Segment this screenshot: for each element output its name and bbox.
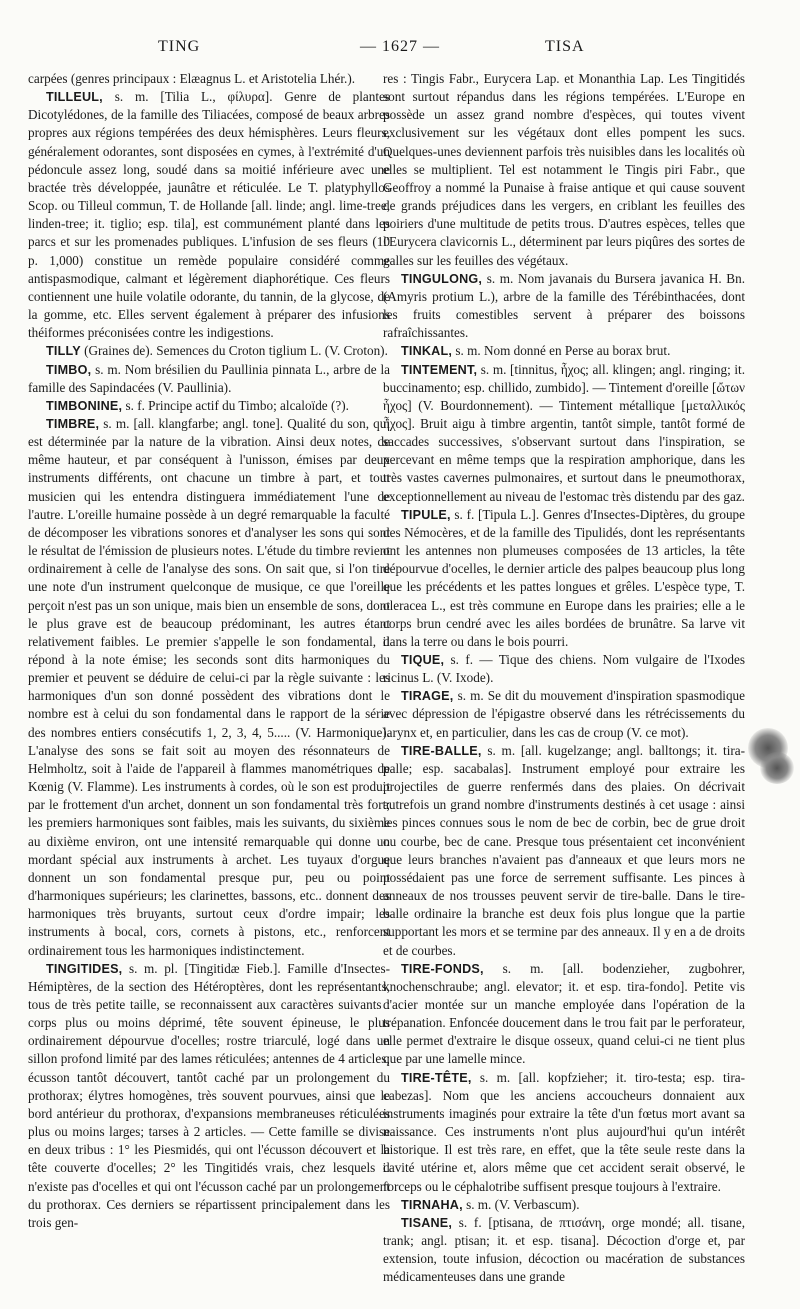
headword: TIRE-TÊTE, — [401, 1070, 472, 1085]
entry-text: s. f. Principe actif du Timbo; alcaloïde (?). — [122, 397, 349, 413]
headword: TINKAL, — [401, 344, 453, 359]
headword: TIMBRE, — [46, 416, 100, 431]
entry-text: s. f. [ptisana, de πτισάνη, orge mondé; all. tisane, trank; angl. ptisan; it. et esp. tisana]. Décoction d'orge et, par extension, toute infusion, décoction ou macération de substances médicamenteuses dans une grande — [383, 1214, 745, 1285]
entry — [28, 415, 390, 960]
headword: TIRAGE, — [401, 689, 454, 704]
entry-text: s. m. pl. [Tingitidæ Fieb.]. Famille d'Insectes-Hémiptères, de la section des Hétéroptères, dont les représentants, tous de très petite taille, se reconnaissent aux caractères suivants : corps plus ou moins déprimé, tête souvent épineuse, le plus ordinairement dépourvue d'ocelles; rostre triarculé, logé dans un sillon profond limité par des lames réticulées; antennes de 4 articles; écusson tantôt découvert, tantôt caché par un prolongement du prothorax; élytres homogènes, très souvent pourvues, ainsi que le bord antérieur du prothorax, d'expansions membraneuses réticulées plus ou moins larges; tarses à 2 articles. — Cette famille se divise en deux tribus : 1° les Piesmidés, qui ont l'écusson découvert et la tête couverte d'ocelles; 2° les Tingitidés vrais, chez lesquels il n'existe pas d'ocelles et qui ont l'écusson caché par un prolongement du prothorax. Ces derniers se répartissent principalement dans les trois gen- — [28, 960, 390, 1230]
entry — [28, 88, 390, 342]
entry-text: s. f. — Tique des chiens. Nom vulgaire de l'Ixodes ricinus L. (V. Ixode). — [383, 652, 745, 686]
headword: TILLY — [46, 344, 81, 359]
entry-text: s. m. Se dit du mouvement d'inspiration spasmodique avec dépression de l'épigastre observé dans les rétrécissements du larynx et, en particulier, dans les cas de croup (V. ce mot). — [383, 688, 745, 740]
entry-text: s. m. [tinnitus, ἦχος; all. klingen; angl. ringing; it. buccinamento; esp. chillido, zumbido]. — Tintement d'oreille [ὤτων ἦχος] (V. Bourdonnement). — Tintement métallique [μεταλλικός ἦχος]. Bruit aigu à timbre argentin, tantôt simple, tantôt formé de saccades successives, s'observant surtout dans l'inspiration, se percevant en même temps que la respiration amphorique, dans les très vastes cavernes pulmonaires, et surtout dans le pneumothorax, exceptionnellement au niveau de l'estomac très distendu par des gaz. — [383, 361, 745, 504]
entry-text: res : Tingis Fabr., Eurycera Lap. et Monanthia Lap. Les Tingitidés sont surtout répandus dans les régions tempérées. L'Europe en possède un assez grand nombre d'espèces, qui toutes vivent exclusivement sur les végétaux dont elles pompent les sucs. Quelques-unes deviennent parfois très nuisibles dans les localités où elles se multiplient. Tel est notamment le Tingis piri Fabr., que Geoffroy a nommé la Punaise à fraise antique et qui cause souvent de grands préjudices dans les vergers, en criblant les feuilles des poiriers d'une multitude de petits trous. D'autres espèces, telles que l'Eurycera clavicornis L., déterminent par leurs piqûres des sortes de galles sur les feuilles des végétaux. — [383, 71, 745, 268]
headword: TIRE-BALLE, — [401, 743, 482, 758]
entry — [28, 342, 390, 360]
entry — [28, 960, 390, 1232]
headword: TIRNAHA, — [401, 1197, 463, 1212]
left-column — [28, 70, 390, 1232]
entry-text: s. m. [all. kopfzieher; it. tiro-testa; esp. tira-cabezas]. Nom que les anciens accoucheurs donnaient aux instruments imaginés pour extraire la tête d'un fœtus mort avant sa naissance. Ces instruments n'ont plus aujourd'hui qu'un intérêt historique. Il est très rare, en effet, que la tête seule reste dans la cavité utérine et, alors même que cet accident serait observé, le forceps ou le céphalotribe suffisent presque toujours à l'extraire. — [383, 1069, 745, 1194]
entry — [383, 342, 745, 360]
entry-text: s. m. Nom brésilien du Paullinia pinnata L., arbre de la famille des Sapindacées (V. Paullinia). — [28, 361, 390, 395]
entry — [28, 70, 390, 88]
ink-stain — [760, 752, 794, 784]
headword: TIMBONINE, — [46, 398, 123, 413]
entry-text: s. m. [all. bodenzieher, zugbohrer, knochenschraube; angl. elevator; it. et esp. tira-fondo]. Petite vis d'acier montée sur un manche employée dans l'opération de la trépanation. Enfoncée doucement dans le trou fait par le perforateur, elle permet d'extraire le disque osseux, quand celui-ci ne tient plus que par une lamelle mince. — [383, 960, 745, 1067]
entry — [383, 651, 745, 687]
headword: TINTEMENT, — [401, 362, 478, 377]
entry — [383, 687, 745, 741]
entry — [383, 1196, 745, 1214]
running-head-right: TISA — [545, 38, 585, 55]
headword: TIMBO, — [46, 362, 92, 377]
page-number: — 1627 — — [360, 38, 440, 55]
headword: TIQUE, — [401, 653, 445, 667]
entry — [383, 70, 745, 270]
entry — [383, 1069, 745, 1196]
headword: TINGITIDES, — [46, 961, 123, 976]
entry-text: s. m. Nom donné en Perse au borax brut. — [452, 343, 671, 359]
entry-text: carpées (genres principaux : Elæagnus L. et Aristotelia Lhér.). — [28, 71, 356, 86]
entry-text: s. m. (V. Verbascum). — [462, 1196, 580, 1212]
entry — [383, 270, 745, 343]
entry-text: s. m. Nom javanais du Bursera javanica H. Bn. (Amyris protium L.), arbre de la famille des Térébinthacées, dont les fruits comestibles servent à préparer des boissons rafraîchissantes. — [383, 270, 745, 341]
page-header — [40, 38, 760, 62]
entry — [383, 361, 745, 506]
entry-text: (Graines de). Semences du Croton tiglium L. (V. Croton). — [80, 343, 388, 359]
headword: TIPULE, — [401, 507, 451, 522]
headword: TILLEUL, — [46, 90, 103, 105]
entry — [28, 361, 390, 397]
entry — [383, 960, 745, 1069]
running-head-left: TING — [158, 38, 201, 55]
headword: TIRE-FONDS, — [401, 961, 484, 976]
entry — [383, 1214, 745, 1287]
entry — [383, 506, 745, 651]
entry-text: s. f. [Tipula L.]. Genres d'Insectes-Diptères, du groupe des Némocères, et de la famille des Tipulidés, dont les représentants ont les antennes non plumeuses composées de 13 articles, la tête dépourvue d'ocelles, le dernier article des palpes beaucoup plus long que les précédents et les pattes longues et grêles. L'espèce type, T. oleracea L., est très commune en Europe dans les prairies; elle a le corps brun cendré avec les ailes bordées de brunâtre. Sa larve vit dans la terre ou dans le bois pourri. — [383, 506, 745, 649]
headword: TISANE, — [401, 1215, 453, 1230]
entry-text: s. m. [all. klangfarbe; angl. tone]. Qualité du son, qui est déterminée par la nature de la vibration. Ainsi deux notes, de même hauteur, et par conséquent à l'unisson, émises par deux instruments différents, ont chacune un timbre à part, et tout musicien qui les entendra distinguera immédiatement l'une de l'autre. L'oreille humaine possède à un degré remarquable la faculté de décomposer les vibrations sonores et d'analyser les sons qui sont le résultat de l'émission de plusieurs notes. L'étude du timbre revient ordinairement à celle de l'analyse des sons. On sait que, si l'on tire une note d'un instrument quelconque de musique, ce que l'oreille perçoit n'est pas un son unique, mais bien un ensemble de sons, dont le plus grave est de beaucoup prédominant, les autres étant relativement faibles. Le premier s'appelle le son fondamental, il répond à la note émise; les seconds sont dits harmoniques du premier et peuvent se déduire de celui-ci par la règle suivante : les harmoniques d'un son donné possèdent des vibrations dont le nombre est à celui du son fondamental dans le rapport de la série des nombres entiers consécutifs 1, 2, 3, 4, 5..... (V. Harmonique). L'analyse des sons se fait soit au moyen des résonnateurs de Helmholtz, soit à l'aide de l'appareil à flammes manométriques de Kœnig (V. Flamme). Les instruments à cordes, où le son est produit par le frottement d'un archet, donnent un son fondamental très fort; les premiers harmoniques sont faibles, mais les suivants, du sixième au dixième environ, ont une intensité remarquable qui donne un mordant spécial aux instruments à archet. Les tuyaux d'orgue donnent un son fondamental presque pur, peu ou point d'harmoniques supérieurs; les clarinettes, bassons, etc.. donnent des harmoniques très bruyants, surtout ceux d'ordre impair; les instruments à bocal, cors, cornets à pistons, etc., renforcent ordinairement tous les harmoniques indistinctement. — [28, 415, 390, 958]
entry-text: s. m. [all. kugelzange; angl. balltongs; it. tira-palle; esp. sacabalas]. Instrument employé pour extraire les projectiles de guerre renfermés dans des plaies. On décrivait autrefois un grand nombre d'instruments destinés à cet usage : ainsi les pinces connues sous le nom de bec de corbin, bec de grue droit ou courbe, bec de cane. Presque tous présentaient cet inconvénient que leurs branches n'avaient pas d'anneaux et que leurs mors ne possédaient pas une force de serrement suffisante. Les pinces à anneaux de nos trousses peuvent servir de tire-balle. Dans le tire-balle ordinaire la branche est deux fois plus longue que la partie supportant les mors et se termine par des anneaux. Il y en a de droits et de courbes. — [383, 742, 745, 958]
entry — [28, 397, 390, 415]
entry — [383, 742, 745, 960]
entry-text: s. m. [Tilia L., φίλυρα]. Genre de plantes Dicotylédones, de la famille des Tiliacées, composé de beaux arbres propres aux régions tempérées des deux hémisphères. Leurs fleurs, généralement odorantes, sont disposées en cymes, à l'extrémité d'un pédoncule assez long, soudé dans sa moitié inférieure avec une bractée très développée, jaunâtre et réticulée. Le T. platyphyllos Scop. ou Tilleul commun, T. de Hollande [all. linde; angl. lime-tree, linden-tree; it. tiglio; esp. tila], est communément planté dans les parcs et sur les promenades publiques. L'infusion de ses fleurs (10 p. 1,000) constitue un remède populaire considéré comme antispasmodique, calmant et légèrement diaphorétique. Ces fleurs contiennent une huile volatile odorante, du tannin, de la glycose, de la gomme, etc. Elles servent également à préparer des infusions théiformes préconisées contre les indigestions. — [28, 89, 390, 341]
right-column — [383, 70, 745, 1286]
headword: TINGULONG, — [401, 271, 483, 286]
